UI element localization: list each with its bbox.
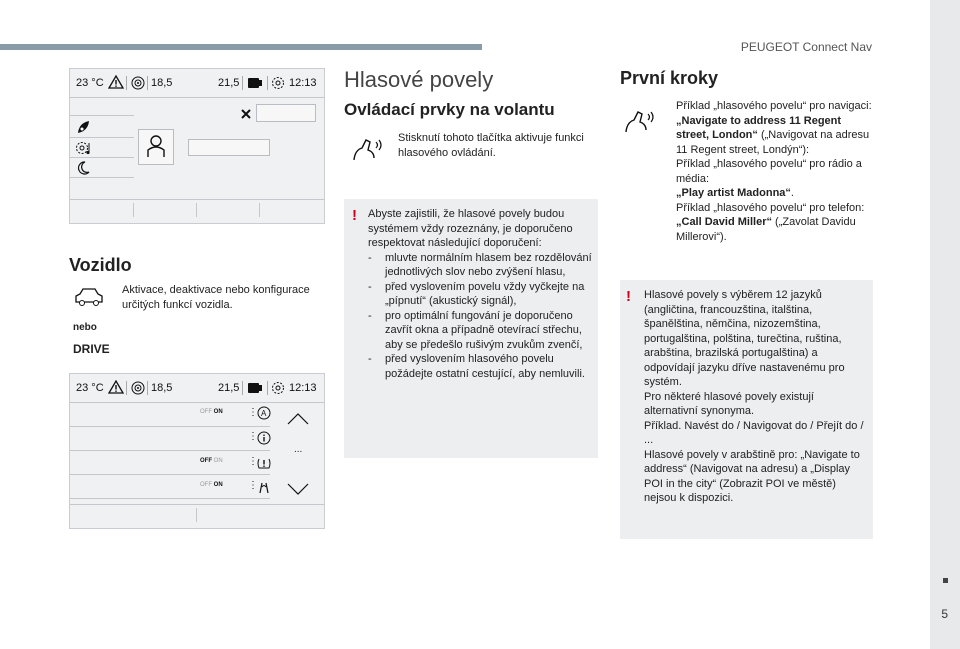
settings-icon xyxy=(271,76,285,93)
toggle-3[interactable]: OFF ON xyxy=(200,482,223,488)
steering-controls-title: Ovládací prvky na volantu xyxy=(344,100,555,119)
left-value-2: 18,5 xyxy=(151,382,173,394)
svg-text:A: A xyxy=(261,409,267,418)
lane-icon[interactable] xyxy=(257,480,271,499)
tyre-warning-icon[interactable] xyxy=(257,456,271,475)
chevron-up-icon[interactable] xyxy=(286,412,310,431)
example-phone-label: Příklad „hlasového povelu“ pro telefon: xyxy=(676,201,865,214)
examples-text xyxy=(676,99,872,244)
sensor-icon xyxy=(131,76,145,93)
warning-icon xyxy=(108,75,124,92)
end-marker xyxy=(943,578,948,583)
synonyms-text: Pro některé hlasové povely existují alternativní synonyma. xyxy=(644,390,814,417)
tip-item: - pro optimální fungování je doporučeno zavřít okna a případně otevírací střechu, aby se předešlo rušivým zvukům zvenčí, xyxy=(368,309,592,353)
example-nav-command: „Navigate to address 11 Regent street, London“ xyxy=(676,114,842,141)
steering-wheel-voice-icon xyxy=(624,108,656,143)
vehicle-description: Aktivace, deaktivace nebo konfigurace určitých funkcí vozidla. xyxy=(122,284,310,311)
drive-label: DRIVE xyxy=(73,342,110,356)
menu-field-1[interactable] xyxy=(256,104,316,122)
warning-mark-icon: ! xyxy=(626,288,631,305)
warning-intro: Abyste zajistili, že hlasové povely budou systémem vždy rozeznány, je doporučeno respektovat následující doporučení: xyxy=(368,208,573,249)
left-value: 18,5 xyxy=(151,77,173,89)
voice-warning-panel xyxy=(344,199,598,458)
tips-list xyxy=(368,251,592,382)
driver-profile-button[interactable] xyxy=(138,129,174,165)
page-number: 5 xyxy=(941,607,948,621)
example-media-end: . xyxy=(790,187,794,199)
more-indicator: ... xyxy=(294,444,303,455)
example-nav-translation: („Navigovat na adresu 11 Regent street, Londýn“): xyxy=(676,129,870,156)
settings-music-icon[interactable] xyxy=(75,140,93,161)
header-title: PEUGEOT Connect Nav xyxy=(740,40,872,54)
screen-vehicle-functions: 23 °C 18,5 21,5 12:13 OFF ON ⋮ A ⋮ OFF ON ⋮ OFF ON ⋮ ... xyxy=(69,373,325,529)
warning-icon xyxy=(108,380,124,397)
sensor-icon xyxy=(131,381,145,398)
side-strip xyxy=(930,0,960,649)
languages-text: Hlasové povely s výběrem 12 jazyků (angličtina, francouzština, italština, španělština, němčina, nizozemština, portugalština, polština, turečtina, ruština, arabština, brazilská portugalština) a odpovídají jazyku dříve nastavenému pro systém. xyxy=(644,289,845,388)
settings-icon xyxy=(271,381,285,398)
example-phone-command: „Call David Miller“ xyxy=(676,216,772,228)
auto-icon[interactable] xyxy=(257,406,271,425)
screen-vehicle-menu xyxy=(69,68,325,224)
example-media-command: „Play artist Madonna“ xyxy=(676,187,791,199)
first-steps-title: První kroky xyxy=(620,68,719,88)
languages-warning-panel xyxy=(620,280,873,539)
vehicle-title: Vozidlo xyxy=(69,255,132,275)
example-media-label: Příklad „hlasového povelu“ pro rádio a média: xyxy=(676,158,862,185)
chevron-down-icon[interactable] xyxy=(286,482,310,501)
night-mode-icon[interactable] xyxy=(75,160,91,181)
clock: 12:13 xyxy=(289,77,317,89)
battery-icon xyxy=(247,77,263,92)
or-label: nebo xyxy=(73,322,97,333)
tip-item: - před vyslovením povelu vždy vyčkejte na „pípnutí“ (akustický signál), xyxy=(368,280,592,309)
synonyms-example: Příklad. Navést do / Navigovat do / Přejít do / ... xyxy=(644,419,864,446)
arabic-note: Hlasové povely v arabštině pro: „Navigate to address“ (Navigovat na adresu) a „Display POI in the city“ (Zobrazit POI ve městě) nejsou k dispozici. xyxy=(644,448,860,504)
steering-wheel-voice-icon xyxy=(352,136,384,171)
voice-title: Hlasové povely xyxy=(344,67,494,92)
warning-mark-icon: ! xyxy=(352,207,357,224)
close-icon[interactable] xyxy=(240,107,252,125)
example-phone-translation: („Zavolat Davidu Millerovi“). xyxy=(676,216,856,243)
clock-2: 12:13 xyxy=(289,382,317,394)
tip-item: - před vyslovením hlasového povelu požádejte ostatní cestující, aby nemluvili. xyxy=(368,352,592,381)
example-nav-label: Příklad „hlasového povelu“ pro navigaci: xyxy=(676,100,872,112)
info-icon[interactable] xyxy=(257,431,271,450)
menu-field-2[interactable] xyxy=(188,139,270,156)
car-icon xyxy=(73,284,105,315)
status-bar xyxy=(70,69,324,97)
temperature: 23 °C xyxy=(76,77,104,89)
eco-icon[interactable] xyxy=(75,119,91,140)
toggle-1[interactable]: OFF ON xyxy=(200,409,223,415)
right-value-2: 21,5 xyxy=(218,382,240,394)
toggle-2[interactable]: OFF ON xyxy=(200,458,223,464)
tip-item: - mluvte normálním hlasem bez rozdělování jednotlivých slov nebo zvýšení hlasu, xyxy=(368,251,592,280)
voice-button-text: Stisknutí tohoto tlačítka aktivuje funkci hlasového ovládání. xyxy=(398,132,584,159)
battery-icon xyxy=(247,382,263,397)
status-bar-2 xyxy=(70,374,324,402)
temperature-2: 23 °C xyxy=(76,382,104,394)
right-value: 21,5 xyxy=(218,77,240,89)
header-rule xyxy=(0,44,482,50)
